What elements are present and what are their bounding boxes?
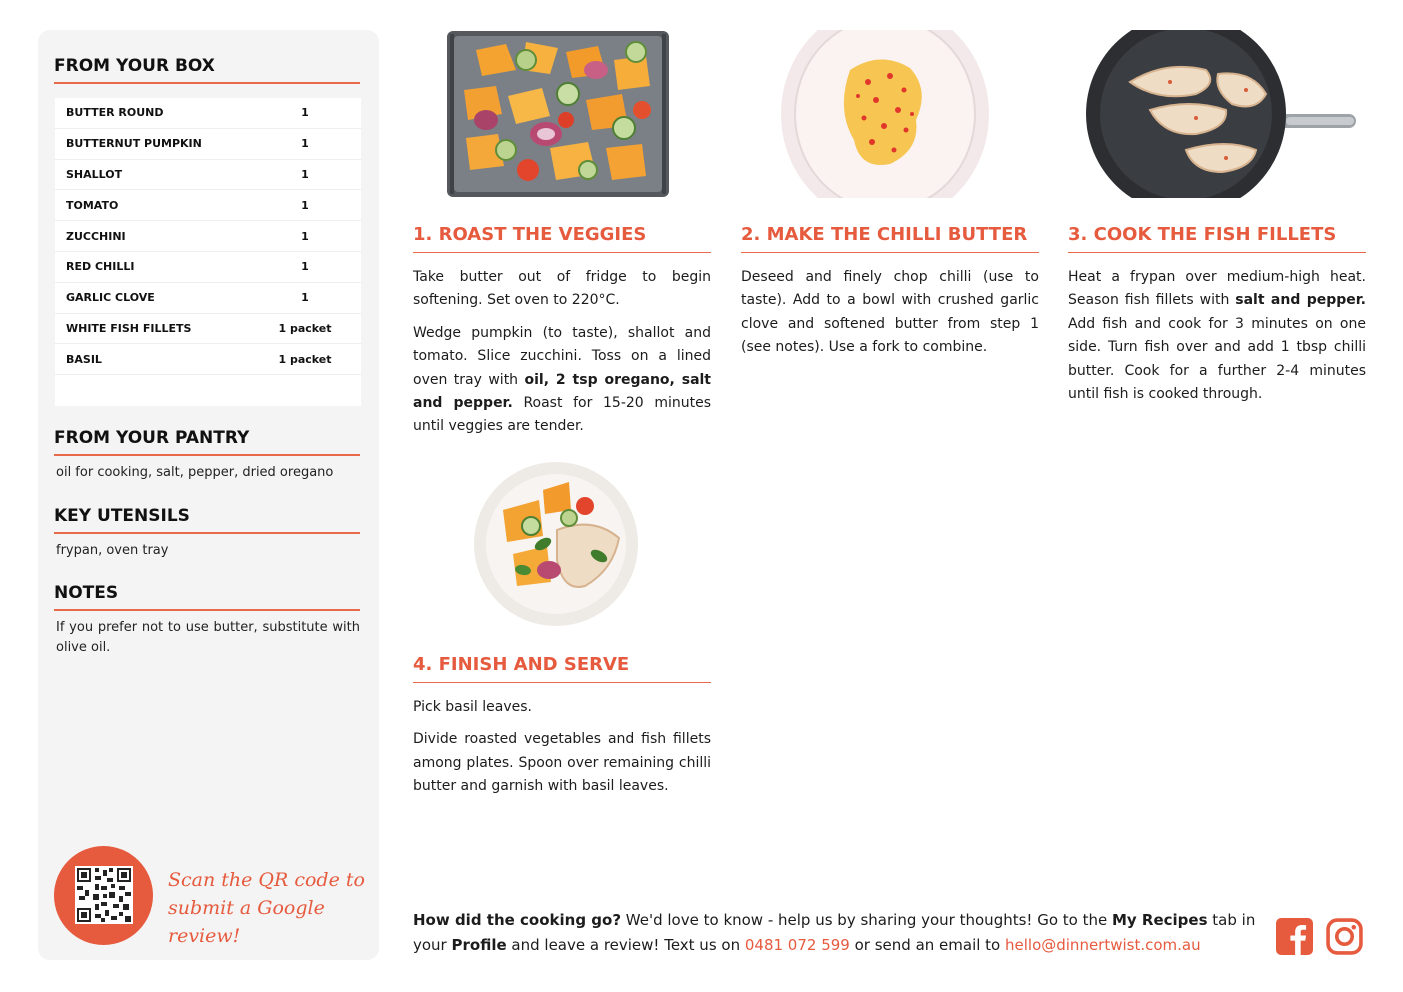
step-4-paragraph: Divide roasted vegetables and fish fillets among plates. Spoon over remaining chilli butter and garnish with basil leaves. xyxy=(413,731,711,795)
step-text: Wedge pumpkin (to taste), shallot and tomato. Slice zucchini. Toss on a lined oven tray with xyxy=(413,324,711,388)
finished-plate-photo xyxy=(473,460,639,628)
ingredient-name: RED CHILLI xyxy=(66,260,135,274)
footer-question: How did the cooking go? xyxy=(413,911,622,929)
footer-text: or send an email to xyxy=(849,936,1005,954)
step-2-title: 2. MAKE THE CHILLI BUTTER xyxy=(741,224,1039,253)
step-3-body xyxy=(1068,266,1366,415)
sidebar xyxy=(38,30,379,960)
ingredient-qty: 1 xyxy=(301,137,309,151)
step-1-paragraph: Take butter out of fridge to begin softening. Set oven to 220°C. xyxy=(413,269,711,309)
ingredient-name: BASIL xyxy=(66,352,102,366)
step-text: Add fish and cook for 3 minutes on one side. Turn fish over and add 1 tbsp chilli butter. Cook for a further 2-4 minutes until fish is cooked through. xyxy=(1068,315,1366,403)
step-1-body xyxy=(413,266,711,448)
step-text: Roast for 15-20 minutes until veggies are tender. xyxy=(413,395,711,435)
footer-text: We'd love to know - help us by sharing your thoughts! Go to the xyxy=(621,911,1112,929)
ingredient-row xyxy=(55,160,361,191)
step-3-title: 3. COOK THE FISH FILLETS xyxy=(1068,224,1366,253)
footer-text: tab in your xyxy=(413,911,1256,954)
feedback-footer xyxy=(413,908,1263,958)
ingredient-name: GARLIC CLOVE xyxy=(66,291,155,305)
ingredient-name: TOMATO xyxy=(66,198,119,212)
ingredients-table xyxy=(55,98,361,406)
footer-my-recipes: My Recipes xyxy=(1111,911,1208,929)
instagram-icon[interactable] xyxy=(1326,918,1363,955)
ingredient-name: BUTTERNUT PUMPKIN xyxy=(66,137,202,151)
ingredient-name: WHITE FISH FILLETS xyxy=(66,321,192,335)
ingredient-qty: 1 xyxy=(301,291,309,305)
pantry-title: FROM YOUR PANTRY xyxy=(54,428,360,456)
ingredient-row xyxy=(55,190,361,221)
chilli-butter-photo xyxy=(780,30,990,198)
footer-text: and leave a review! Text us on xyxy=(506,936,745,954)
step-2-paragraph: Deseed and finely chop chilli (use to taste). Add to a bowl with crushed garlic clove and softened butter from step 1 (see notes). Use a fork to combine. xyxy=(741,269,1039,356)
step-4-title: 4. FINISH AND SERVE xyxy=(413,654,711,683)
footer-profile: Profile xyxy=(451,936,507,954)
fish-frypan-photo xyxy=(1086,30,1356,198)
utensils-text: frypan, oven tray xyxy=(56,543,169,558)
qr-code-icon xyxy=(75,866,133,924)
ingredient-row xyxy=(55,252,361,283)
roast-veggies-photo xyxy=(446,30,670,198)
ingredient-name: ZUCCHINI xyxy=(66,229,126,243)
ingredient-row xyxy=(55,98,361,129)
step-2-body xyxy=(741,266,1039,369)
notes-text: If you prefer not to use butter, substitute with olive oil. xyxy=(56,620,360,655)
step-4-paragraph: Pick basil leaves. xyxy=(413,699,532,715)
ingredient-row xyxy=(55,129,361,160)
ingredient-row xyxy=(55,283,361,314)
step-3-paragraph xyxy=(1068,266,1366,406)
ingredient-row xyxy=(55,344,361,375)
ingredient-qty: 1 packet xyxy=(278,352,332,366)
notes-title: NOTES xyxy=(54,583,360,611)
box-title: FROM YOUR BOX xyxy=(54,56,360,84)
ingredient-qty: 1 xyxy=(301,198,309,212)
step-4-body xyxy=(413,696,711,808)
ingredient-qty: 1 packet xyxy=(278,321,332,335)
step-text-bold: oil, 2 tsp oregano, salt and pepper. xyxy=(413,371,712,412)
ingredient-row xyxy=(55,221,361,252)
step-1-paragraph xyxy=(413,322,711,439)
phone-link[interactable]: 0481 072 599 xyxy=(744,936,850,954)
pantry-text: oil for cooking, salt, pepper, dried oregano xyxy=(56,465,334,480)
step-1-title: 1. ROAST THE VEGGIES xyxy=(413,224,711,253)
facebook-icon[interactable] xyxy=(1276,918,1313,955)
qr-badge[interactable] xyxy=(54,846,153,945)
ingredient-qty: 1 xyxy=(301,260,309,274)
utensils-title: KEY UTENSILS xyxy=(54,506,360,534)
step-text-bold: salt and pepper. xyxy=(1235,292,1366,309)
ingredient-qty: 1 xyxy=(301,106,309,120)
ingredient-name: BUTTER ROUND xyxy=(66,106,164,120)
ingredient-qty: 1 xyxy=(301,167,309,181)
email-link[interactable]: hello@dinnertwist.com.au xyxy=(1005,936,1201,954)
qr-review-text: Scan the QR code to submit a Google review! xyxy=(168,869,365,947)
ingredient-row xyxy=(55,314,361,345)
step-text: Heat a frypan over medium-high heat. Season fish fillets with xyxy=(1068,269,1366,309)
ingredient-name: SHALLOT xyxy=(66,167,123,181)
ingredient-qty: 1 xyxy=(301,229,309,243)
